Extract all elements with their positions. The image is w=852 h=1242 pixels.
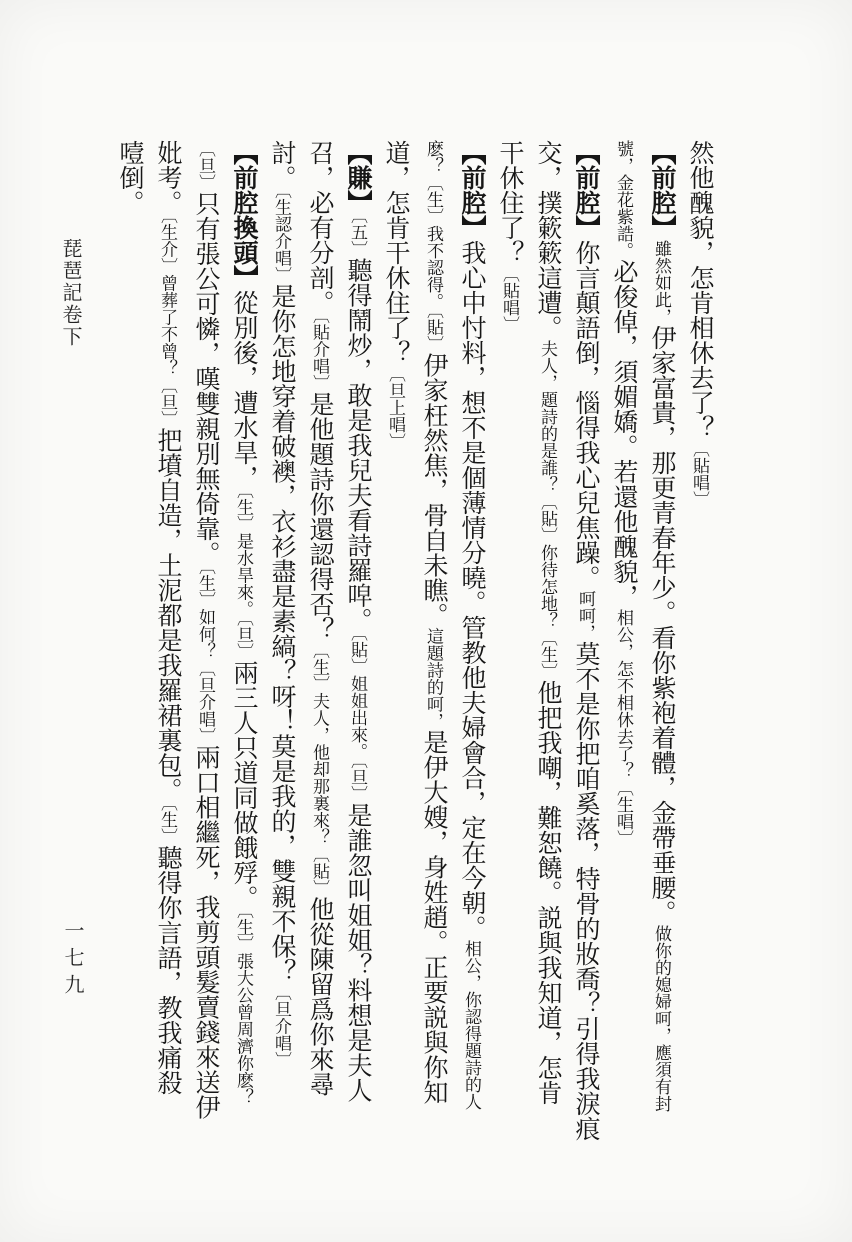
text-column <box>566 140 604 1160</box>
text-segment-aria: 妣考。 <box>154 140 181 215</box>
text-segment-speech: 呵呵， <box>576 590 595 641</box>
text-segment-aria: 是誰忽叫姐姐？料想是夫人 <box>344 802 371 1103</box>
text-segment-aria: 道，怎肯干休住了？ <box>382 140 409 365</box>
text-segment-aria: 召，必有分剖。 <box>306 140 333 315</box>
text-segment-speech: 相公，你認得題詩的人 <box>462 940 481 1110</box>
text-column <box>300 140 338 1160</box>
text-segment-aria: 聽得鬧炒，敢是我兒夫看詩羅唕。 <box>344 257 371 633</box>
text-segment-aria: 噎倒。 <box>116 140 143 215</box>
text-segment-speech: 〔五〕 <box>348 215 367 258</box>
text-segment-aria: 伊家枉然焦，骨自未瞧。 <box>420 352 447 628</box>
text-segment-speech: 號，金花紫誥。 <box>614 140 633 259</box>
text-segment-speech: 麽？〔生〕我不認得。〔貼〕 <box>424 140 443 353</box>
text-column <box>110 140 148 1160</box>
text-segment-aria: 必俊倬，須媚嬌。若還他醜貌， <box>610 259 637 609</box>
text-segment-tune: 【前腔】 <box>572 140 599 240</box>
text-segment-tune: 【前腔】 <box>648 140 675 240</box>
text-column <box>604 140 642 1160</box>
text-segment-aria: 我心中忖料，想不是個薄情分曉。管教他夫婦會合，定在今朝。 <box>458 240 485 940</box>
text-segment-aria: 干休住了？ <box>496 140 523 265</box>
text-column <box>452 140 490 1160</box>
text-block <box>110 140 718 1160</box>
text-segment-aria: 從別後，遭水旱， <box>230 290 257 490</box>
text-segment-speech: 〔生〕如何？〔旦介唱〕 <box>196 566 215 745</box>
text-column <box>490 140 528 1160</box>
text-segment-speech: 〔生介〕曾葬了不曾？〔旦〕 <box>158 215 177 428</box>
text-segment-speech: 〔旦〕 <box>196 140 215 191</box>
text-segment-aria: 只有張公可憐，嘆雙親別無倚靠。 <box>192 191 219 566</box>
page-number: 一七九 <box>61 920 83 1001</box>
text-segment-aria: 他從陳留爲你來尋 <box>306 896 333 1097</box>
text-segment-aria: 交，撲簌簌這遭。 <box>534 140 561 340</box>
text-segment-aria: 是伊大嫂，身姓趙。正要説與你知 <box>420 729 447 1105</box>
text-segment-speech: 〔貼〕姐姐出來。〔旦〕 <box>348 632 367 803</box>
text-segment-aria: 是你怎地穿着破襖，衣衫盡是素縞？呀！莫是我的，雙親不保？ <box>268 283 295 984</box>
text-segment-aria: 然他醜貌，怎肯相休去了？ <box>686 140 713 440</box>
text-segment-tune: 【前腔換頭】 <box>230 140 257 290</box>
text-column <box>528 140 566 1160</box>
text-segment-speech: 〔貼介唱〕 <box>310 315 329 392</box>
text-column <box>262 140 300 1160</box>
text-segment-tune: 【前腔】 <box>458 140 485 240</box>
text-segment-speech: 〔旦介唱〕 <box>272 983 291 1069</box>
text-column <box>186 140 224 1160</box>
text-segment-aria: 把墳自造，土泥都是我羅裙裏包。 <box>154 427 181 803</box>
text-segment-aria: 他把我嘲，難恕饒。説與我知道，怎肯 <box>534 680 561 1105</box>
text-column <box>414 140 452 1160</box>
text-column <box>680 140 718 1160</box>
text-segment-speech: 相公，怎不相休去了？〔生唱〕 <box>614 609 633 847</box>
text-segment-aria: 伊家富貴，那更青春年少。看你紫袍着體，金帶垂腰。 <box>648 325 675 925</box>
text-segment-aria: 兩口相繼死，我剪頭髮賣錢來送伊 <box>192 744 219 1120</box>
text-segment-speech: 〔旦上唱〕 <box>386 365 405 450</box>
text-column <box>338 140 376 1160</box>
text-segment-aria: 聽得你言語，教我痛殺 <box>154 845 181 1095</box>
text-segment-speech: 〔生〕 <box>158 802 177 845</box>
text-segment-speech: 夫人，題詩的是誰？〔貼〕你待怎地？〔生〕 <box>538 340 557 680</box>
text-segment-speech: 〔貼唱〕 <box>500 265 519 333</box>
text-segment-aria: 你言顛語倒，惱得我心兒焦躁。 <box>572 240 599 590</box>
text-segment-speech: 這題詩的呵， <box>424 627 443 730</box>
text-segment-aria: 是他題詩你還認得否？ <box>306 391 333 642</box>
text-segment-speech: 〔生〕夫人，他却那裏來？〔貼〕 <box>310 641 329 897</box>
text-column <box>376 140 414 1160</box>
book-title: 琵琶記卷下 <box>59 238 81 348</box>
text-segment-speech: 雖然如此， <box>652 240 671 325</box>
text-column <box>224 140 262 1160</box>
text-segment-tune: 【賺】 <box>344 140 371 215</box>
text-column <box>642 140 680 1160</box>
text-segment-speech: 〔生〕張大公曾周濟你麽？ <box>234 910 253 1106</box>
text-segment-speech: 〔生認介唱〕 <box>272 190 291 284</box>
text-segment-speech: 〔生〕是水旱來。〔旦〕 <box>234 490 253 660</box>
text-segment-speech: 〔貼唱〕 <box>690 440 709 508</box>
text-segment-speech: 做你的媳婦呵，應須有封 <box>652 925 671 1112</box>
text-segment-aria: 討。 <box>268 140 295 190</box>
text-segment-aria: 莫不是你把咱奚落，特骨的妝喬？引得我淚痕 <box>572 641 599 1141</box>
text-segment-aria: 兩三人只道同做餓殍。 <box>230 660 257 910</box>
text-column <box>148 140 186 1160</box>
